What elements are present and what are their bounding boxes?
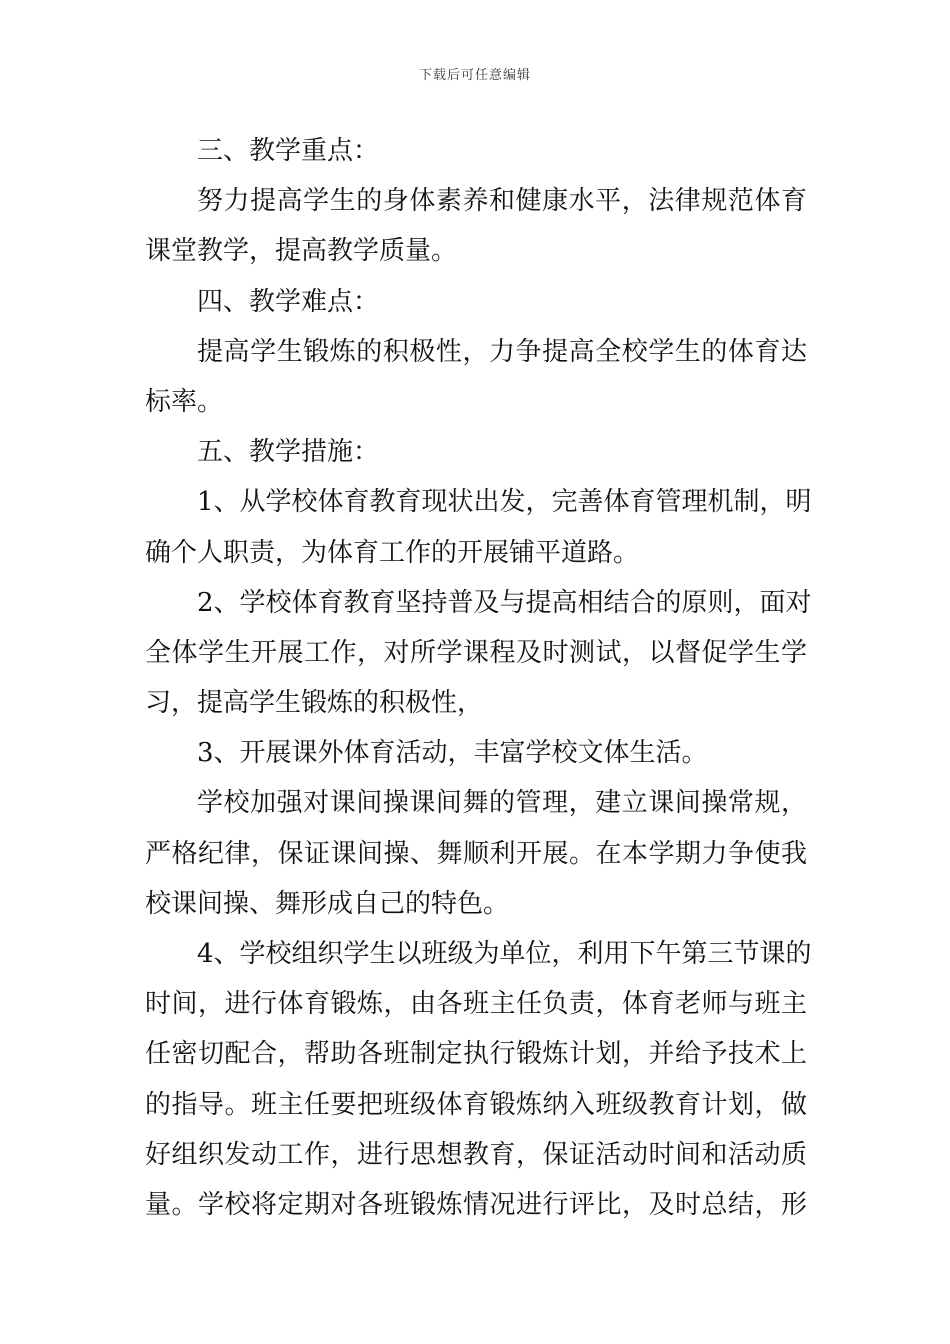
paragraph-line: 标率。 bbox=[145, 386, 224, 417]
paragraph-line: 全体学生开展工作，对所学课程及时测试，以督促学生学 bbox=[145, 637, 807, 668]
paragraph-line: 确个人职责，为体育工作的开展铺平道路。 bbox=[145, 537, 640, 568]
paragraph-line: 学校加强对课间操课间舞的管理，建立课间操常规， bbox=[197, 788, 807, 819]
section-heading-teaching-difficulty: 四、教学难点： bbox=[197, 286, 380, 317]
paragraph-line: 严格纪律，保证课间操、舞顺利开展。在本学期力争使我 bbox=[145, 838, 807, 869]
section-heading-teaching-focus: 三、教学重点： bbox=[197, 136, 380, 166]
section-heading-teaching-measures: 五、教学措施： bbox=[197, 437, 380, 468]
document-body bbox=[145, 126, 812, 1230]
paragraph-line: 课堂教学，提高教学质量。 bbox=[145, 236, 458, 267]
paragraph-line: 3、开展课外体育活动，丰富学校文体生活。 bbox=[197, 738, 708, 769]
paragraph-line: 习，提高学生锻炼的积极性， bbox=[145, 688, 484, 719]
paragraph-line: 任密切配合，帮助各班制定执行锻炼计划，并给予技术上 bbox=[145, 1039, 807, 1070]
paragraph-line: 4、学校组织学生以班级为单位，利用下午第三节课的 bbox=[197, 939, 812, 969]
paragraph-line: 校课间操、舞形成自己的特色。 bbox=[145, 888, 510, 919]
paragraph-line: 好组织发动工作，进行思想教育，保证活动时间和活动质 bbox=[145, 1139, 807, 1170]
paragraph-line: 努力提高学生的身体素养和健康水平，法律规范体育 bbox=[197, 186, 807, 217]
paragraph-line: 时间，进行体育锻炼，由各班主任负责，体育老师与班主 bbox=[145, 989, 807, 1020]
paragraph-line: 量。学校将定期对各班锻炼情况进行评比，及时总结，形 bbox=[145, 1189, 807, 1220]
page-header: 下载后可任意编辑 bbox=[418, 68, 531, 83]
paragraph-line: 2、学校体育教育坚持普及与提高相结合的原则，面对 bbox=[197, 587, 812, 618]
paragraph-line: 1、从学校体育教育现状出发，完善体育管理机制，明 bbox=[197, 487, 812, 518]
paragraph-line: 的指导。班主任要把班级体育锻炼纳入班级教育计划，做 bbox=[145, 1089, 807, 1120]
paragraph-line: 提高学生锻炼的积极性，力争提高全校学生的体育达 bbox=[197, 336, 807, 367]
